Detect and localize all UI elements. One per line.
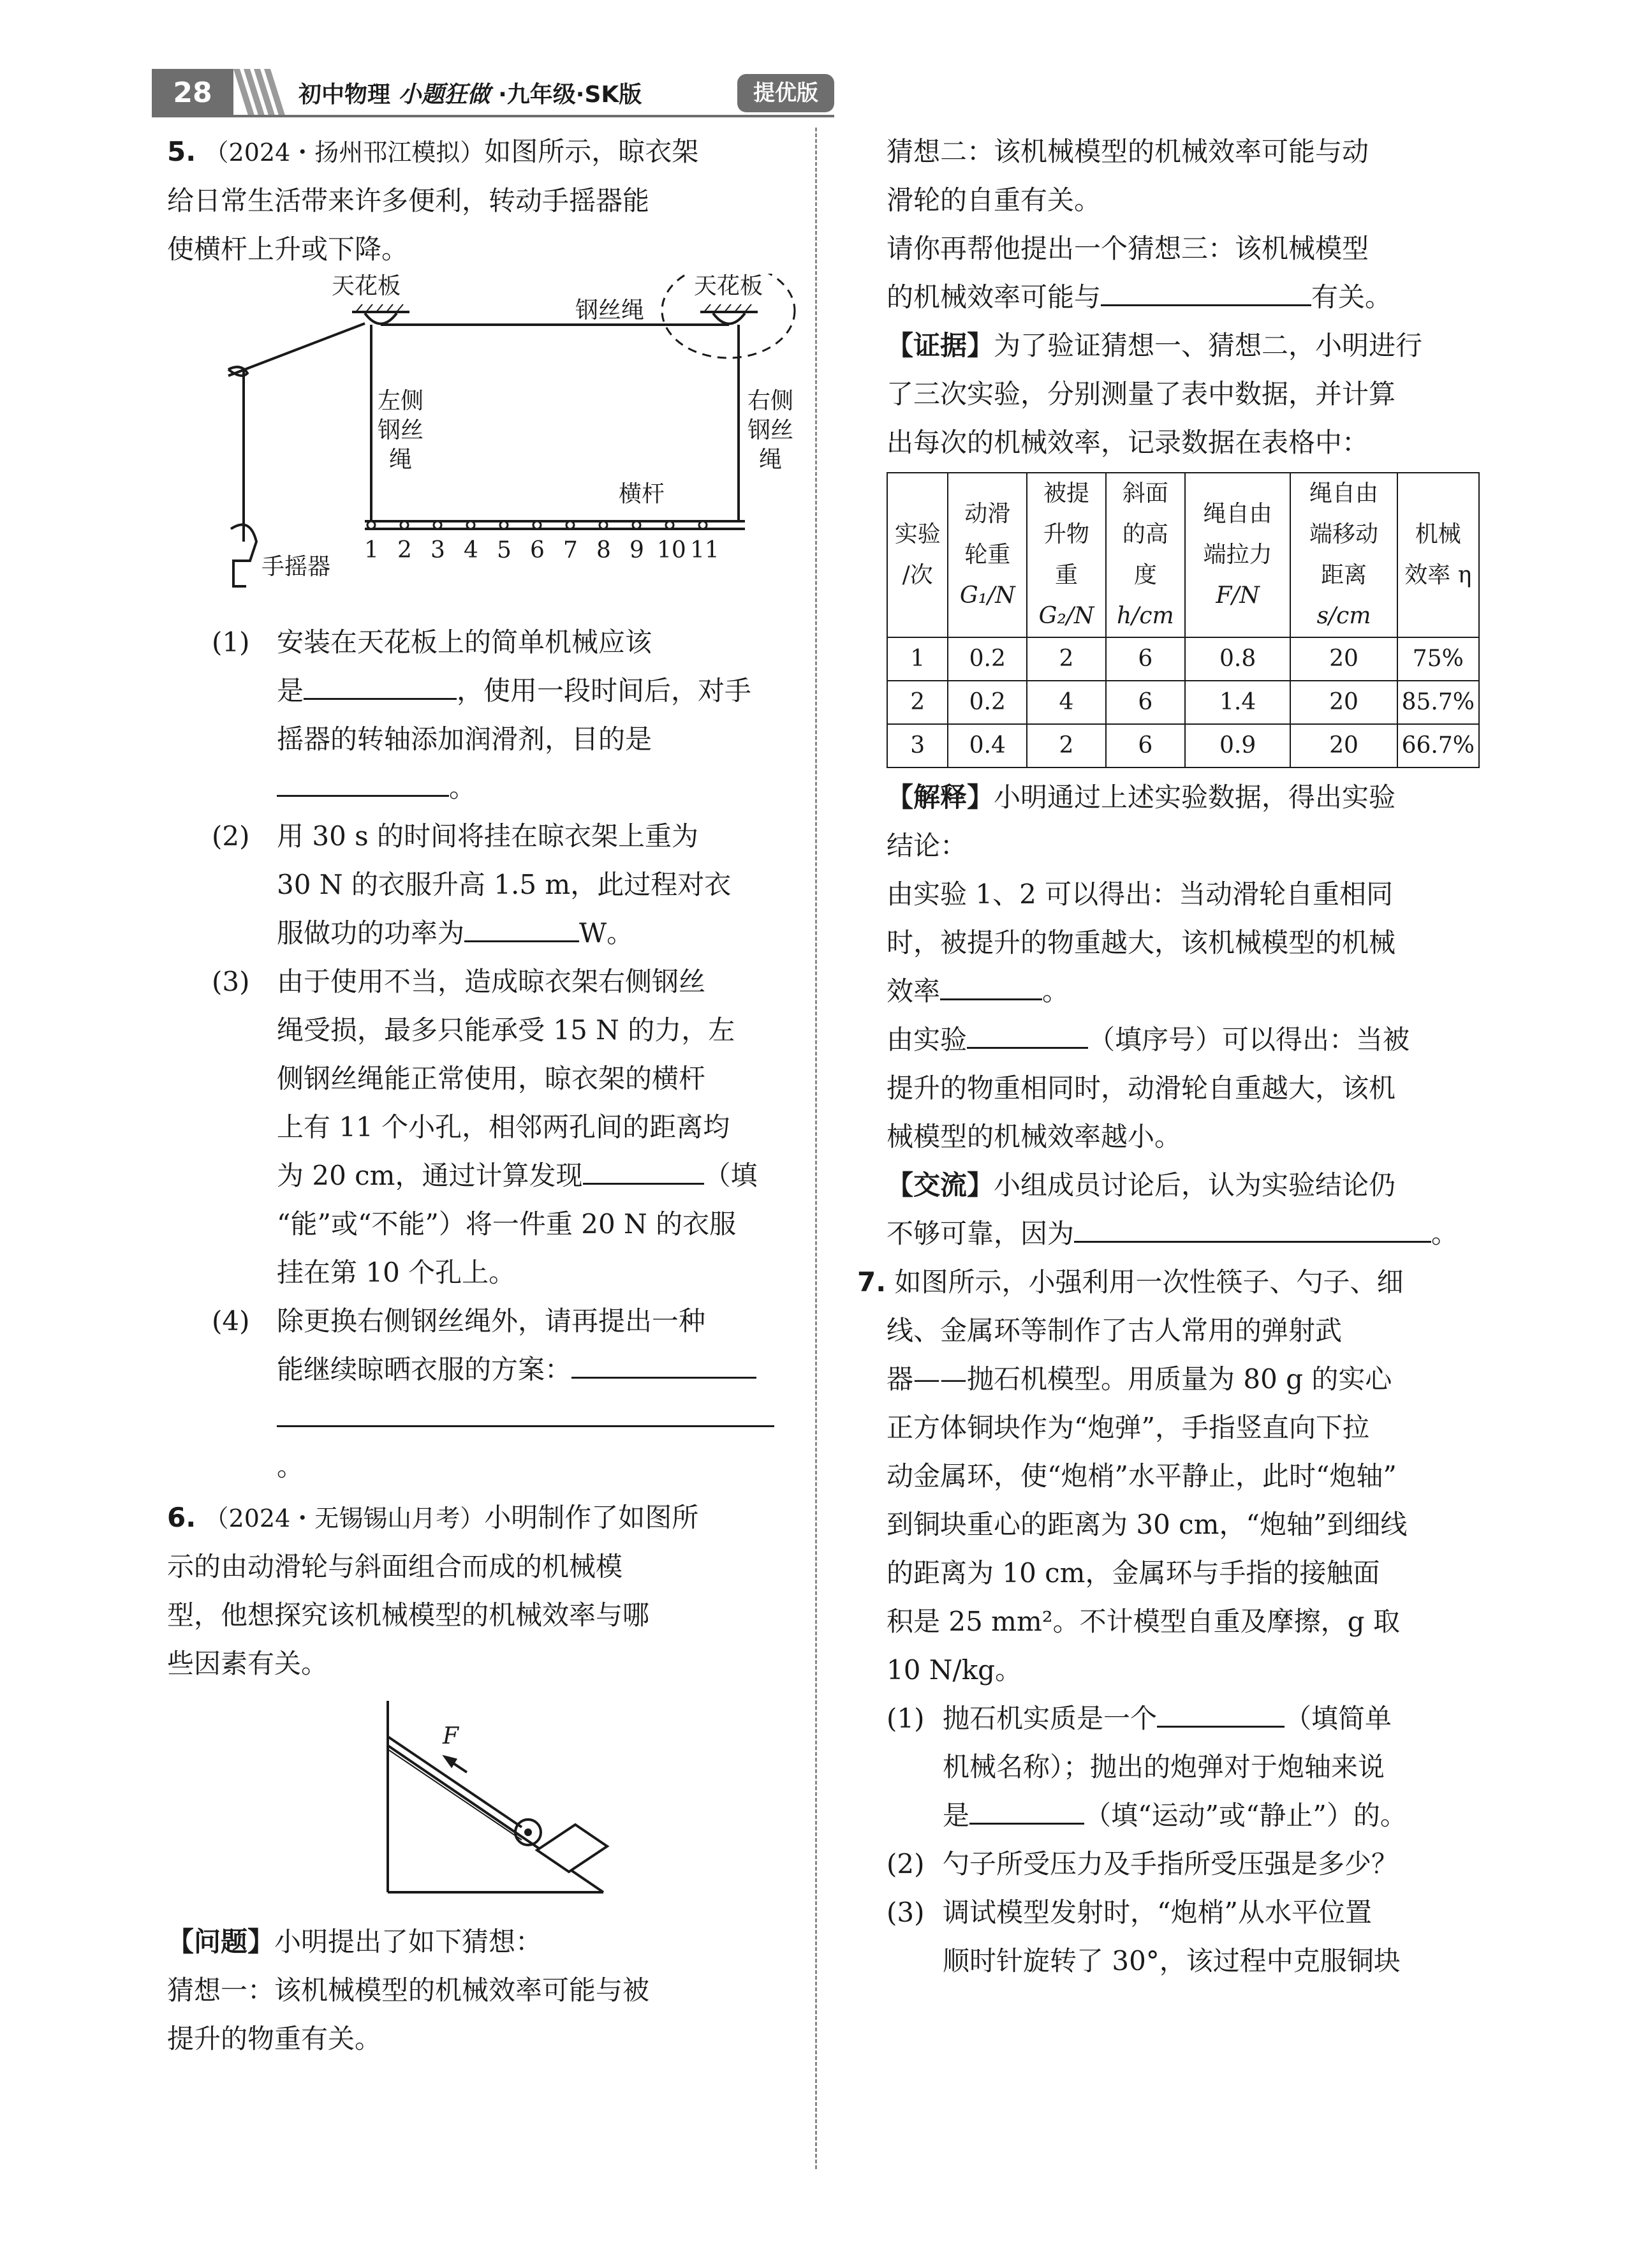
stem-line: 给日常生活带来许多便利，转动手摇器能 bbox=[167, 185, 650, 216]
question-number: 6. bbox=[167, 1502, 196, 1533]
q7-part-2: (2) 勺子所受压力及手指所受压强是多少？ bbox=[887, 1848, 1399, 1879]
answer-blank[interactable] bbox=[940, 973, 1042, 1000]
table-cell: 0.4 bbox=[948, 724, 1027, 767]
question-number: 5. bbox=[167, 136, 196, 167]
table-header-cell: 绳自由 端移动 距离 s/cm bbox=[1290, 473, 1397, 637]
stem-line: 使横杆上升或下降。 bbox=[167, 233, 409, 265]
hole-number: 4 bbox=[464, 537, 478, 563]
answer-blank[interactable] bbox=[583, 1157, 704, 1185]
hole-number: 10 bbox=[657, 537, 686, 563]
table-cell: 1.4 bbox=[1185, 681, 1291, 724]
answer-blank[interactable] bbox=[277, 1400, 774, 1427]
table-row bbox=[887, 637, 1479, 681]
problem-tag: 【问题】 bbox=[167, 1926, 275, 1957]
table-row bbox=[887, 724, 1479, 767]
page-number: 28 bbox=[152, 69, 233, 117]
table-cell: 2 bbox=[887, 681, 948, 724]
hole-number-row bbox=[167, 538, 799, 563]
answer-blank[interactable] bbox=[1157, 1700, 1285, 1728]
left-column bbox=[167, 128, 799, 2063]
hole-number: 7 bbox=[563, 537, 578, 563]
answer-blank[interactable] bbox=[1074, 1215, 1431, 1243]
stem-line: 型，他想探究该机械模型的机械效率与哪 bbox=[167, 1599, 650, 1631]
answer-blank[interactable] bbox=[304, 672, 457, 700]
table-cell: 66.7% bbox=[1397, 724, 1479, 767]
table-cell: 3 bbox=[887, 724, 948, 767]
right-wire-label-2: 钢丝 bbox=[747, 417, 794, 443]
crank-label: 手摇器 bbox=[261, 554, 331, 580]
answer-blank[interactable] bbox=[464, 915, 579, 942]
table-header-cell: 机械 效率 η bbox=[1397, 473, 1479, 637]
hole-number: 6 bbox=[530, 537, 545, 563]
table-header-cell: 动滑 轮重 G₁/N bbox=[948, 473, 1027, 637]
q5-part-4: (4) 除更换右侧钢丝绳外，请再提出一种 能继续晾晒衣服的方案： 。 bbox=[167, 1297, 799, 1491]
table-cell: 0.2 bbox=[948, 637, 1027, 681]
experiment-data-table bbox=[887, 472, 1480, 768]
incline-pulley-figure bbox=[167, 1688, 799, 1918]
crossbar-label: 横杆 bbox=[619, 481, 665, 507]
left-wire-label-3: 绳 bbox=[389, 447, 413, 473]
table-cell: 0.8 bbox=[1185, 637, 1291, 681]
question-5: 5. （2024・扬州邗江模拟）如图所示，晾衣架 给日常生活带来许多便利，转动手摇器能 使横杆上升或下降。 天花板 天花板 钢丝绳 左侧 钢丝 绳 右侧 钢丝 绳 横杆 手摇器 1 2 3 4 5 6 7 8 9 10 11 (1) 安装在天花板上的简单机械应该 是 ，使用一段时间后，对手 摇器的转轴添加润滑剂，目的是 。 (2) 用 30 s 的时间将挂在晾衣架上重为 30 N 的衣服升高 1.5 m，此过程对衣 服做功的功率为 W。 (3) 由于使用不当，造成晾衣架右侧钢丝 绳受损，最多只能承受 15 N 的力，左 侧钢丝绳能正常使用，晾衣架的横杆 上有 11 个小孔，相邻两孔间的距离均 为 20 cm，通过计算发现 （填 “能”或“不能”）将一件重 20 N 的衣服 挂在第 10 个孔上。 (4) 除更换右侧钢丝绳外，请再提出一种 能继续晾晒衣服的方案： 。 bbox=[167, 128, 799, 1491]
question-number: 7. bbox=[857, 1266, 887, 1298]
hole-number: 5 bbox=[497, 537, 512, 563]
question-7: 7. 如图所示，小强利用一次性筷子、勺子、细 线、金属环等制作了古人常用的弹射武 器——抛石机模型。用质量为 80 g 的实心 正方体铜块作为“炮弹”，手指竖直向下拉 动金属环，使“炮梢”水平静止，此时“炮轴” 到铜块重心的距离为 30 cm，“炮轴”到细线 的距离为 10 cm，金属环与手指的接触面 积是 25 mm²。不计模型自重及摩擦，g 取 10 N/kg。 (1) 抛石机实质是一个 （填简单 机械名称）；抛出的炮弹对于炮轴来说 是 （填“运动”或“静止”）的。 (2) 勺子所受压力及手指所受压强是多少？ (3) 调试模型发射时，“炮梢”从水平位置 顺时针旋转了 30°，该过程中克服铜块 bbox=[887, 1258, 1480, 1985]
stem-line: 示的由动滑轮与斜面组合而成的机械模 bbox=[167, 1551, 623, 1582]
brand-logo-text: 小题狂做 bbox=[398, 82, 490, 108]
table-cell: 85.7% bbox=[1397, 681, 1479, 724]
page-header bbox=[152, 69, 828, 119]
steel-wire-label: 钢丝绳 bbox=[575, 297, 645, 323]
answer-blank[interactable] bbox=[967, 1021, 1088, 1049]
book-series-title: 初中物理 小题狂做 ·九年级·SK版 bbox=[298, 82, 642, 108]
right-wire-label-3: 绳 bbox=[759, 447, 783, 473]
header-rule bbox=[233, 115, 834, 117]
table-cell: 2 bbox=[1027, 724, 1106, 767]
right-wire-label-1: 右侧 bbox=[747, 388, 794, 414]
hole-number: 11 bbox=[690, 537, 719, 563]
column-divider bbox=[815, 128, 817, 2169]
table-header-row bbox=[887, 473, 1479, 637]
table-header-cell: 斜面 的高 度 h/cm bbox=[1106, 473, 1185, 637]
table-cell: 1 bbox=[887, 637, 948, 681]
right-column: 猜想二：该机械模型的机械效率可能与动 滑轮的自重有关。 请你再帮他提出一个猜想三：该机械模型 的机械效率可能与 有关。 【证据】为了验证猜想一、猜想二，小明进行 了三次实验，分别测量了表中数据，并计算 出每次的机械效率，记录数据在表格中： 实验 /次 动滑 轮重 G₁/N 被提 升物 重 G₂/N 斜面 的高 度 h/cm 绳自由 端拉力 F/N 绳自由 端移动 距离 s/cm 机械 效率 η 1 0.2 2 6 0.8 20 75% 2 0.2 4 6 1.4 20 85.7% 3 0.4 2 6 0.9 20 66.7% 【解释】小明通过上述实验数据，得出实验 结论： 由实验 1、2 可以得出：当动滑轮自重相同 时，被提升的物重越大，该机械模型的机械 效率 。 由实验 （填序号）可以得出：当被 提升的物重相同时，动滑轮自重越大，该机 械模型的机械效率越小。 【交流】小组成员讨论后，认为实验结论仍 不够可靠，因为 。 7. 如图所示，小强利用一次性筷子、勺子、细 线、金属环等制作了古人常用的弹射武 器——抛石机模型。用质量为 80 g 的实心 正方体铜块作为“炮弹”，手指竖直向下拉 动金属环，使“炮梢”水平静止，此时“炮轴” 到铜块重心的距离为 30 cm，“炮轴”到细线 的距离为 10 cm，金属环与手指的接触面 积是 25 mm²。不计模型自重及摩擦，g 取 10 N/kg。 (1) 抛石机实质是一个 （填简单 机械名称）；抛出的炮弹对于炮轴来说 是 （填“运动”或“静止”）的。 (2) 勺子所受压力及手指所受压强是多少？ (3) 调试模型发射时，“炮梢”从水平位置 顺时针旋转了 30°，该过程中克服铜块 bbox=[887, 128, 1480, 1985]
header-stripes-decoration bbox=[233, 69, 290, 117]
table-header-cell: 绳自由 端拉力 F/N bbox=[1185, 473, 1291, 637]
incline-pulley-diagram bbox=[167, 1688, 799, 1918]
table-cell: 75% bbox=[1397, 637, 1479, 681]
answer-blank[interactable] bbox=[969, 1797, 1084, 1825]
table-cell: 20 bbox=[1290, 637, 1397, 681]
table-cell: 6 bbox=[1106, 724, 1185, 767]
q5-part-3: (3) 由于使用不当，造成晾衣架右侧钢丝 绳受损，最多只能承受 15 N 的力，左 侧钢丝绳能正常使用，晾衣架的横杆 上有 11 个小孔，相邻两孔间的距离均 为 20 cm，通过计算发现 （填 “能”或“不能”）将一件重 20 N 的衣服 挂在第 10 个孔上。 bbox=[212, 966, 758, 1288]
hole-number: 1 bbox=[364, 537, 379, 563]
table-header-cell: 实验 /次 bbox=[887, 473, 948, 637]
stem-line: 些因素有关。 bbox=[167, 1648, 328, 1679]
table-cell: 6 bbox=[1106, 681, 1185, 724]
table-cell: 20 bbox=[1290, 681, 1397, 724]
left-wire-label-1: 左侧 bbox=[378, 388, 424, 414]
table-cell: 20 bbox=[1290, 724, 1397, 767]
answer-blank[interactable] bbox=[277, 769, 449, 797]
q5-part-1: (1) 安装在天花板上的简单机械应该 是 ，使用一段时间后，对手 摇器的转轴添加润滑剂，目的是 。 bbox=[212, 626, 752, 803]
q5-part-2: (2) 用 30 s 的时间将挂在晾衣架上重为 30 N 的衣服升高 1.5 m，此过程对衣 服做功的功率为 W。 bbox=[212, 820, 732, 949]
table-cell: 2 bbox=[1027, 637, 1106, 681]
table-header-cell: 被提 升物 重 G₂/N bbox=[1027, 473, 1106, 637]
question-6: 6. （2024・无锡锡山月考）小明制作了如图所 示的由动滑轮与斜面组合而成的机械模 型，他想探究该机械模型的机械效率与哪 些因素有关。 F 【问题】小明提出了如下猜想： 猜想一：该机械模型的机械效率可能与被 提升的物重有关。 bbox=[167, 1493, 799, 2063]
edition-badge: 提优版 bbox=[737, 74, 834, 112]
left-wire-label-2: 钢丝 bbox=[378, 417, 424, 443]
answer-blank[interactable] bbox=[1101, 279, 1311, 306]
table-cell: 6 bbox=[1106, 637, 1185, 681]
hole-number: 3 bbox=[431, 537, 445, 563]
q7-part-3: (3) 调试模型发射时，“炮梢”从水平位置 顺时针旋转了 30°，该过程中克服铜块 bbox=[887, 1897, 1401, 1976]
hole-number: 9 bbox=[629, 537, 644, 563]
answer-blank[interactable] bbox=[571, 1351, 756, 1379]
evidence-tag: 【证据】 bbox=[887, 330, 994, 361]
force-F-label: F bbox=[443, 1723, 459, 1749]
question-source: （2024・扬州邗江模拟） bbox=[204, 138, 485, 167]
table-cell: 4 bbox=[1027, 681, 1106, 724]
table-cell: 0.2 bbox=[948, 681, 1027, 724]
ceiling-right-label: 天花板 bbox=[694, 273, 763, 299]
hole-number: 8 bbox=[596, 537, 611, 563]
ceiling-left-label: 天花板 bbox=[332, 273, 401, 299]
table-cell: 0.9 bbox=[1185, 724, 1291, 767]
exchange-tag: 【交流】 bbox=[887, 1169, 994, 1201]
q7-part-1: (1) 抛石机实质是一个 （填简单 机械名称）；抛出的炮弹对于炮轴来说 是 （填“运动”或“静止”）的。 bbox=[887, 1694, 1480, 1840]
question-source: （2024・无锡锡山月考） bbox=[204, 1504, 485, 1532]
table-row bbox=[887, 681, 1479, 724]
clothes-rack-figure bbox=[167, 274, 799, 618]
hole-number: 2 bbox=[397, 537, 412, 563]
explain-tag: 【解释】 bbox=[887, 782, 994, 813]
